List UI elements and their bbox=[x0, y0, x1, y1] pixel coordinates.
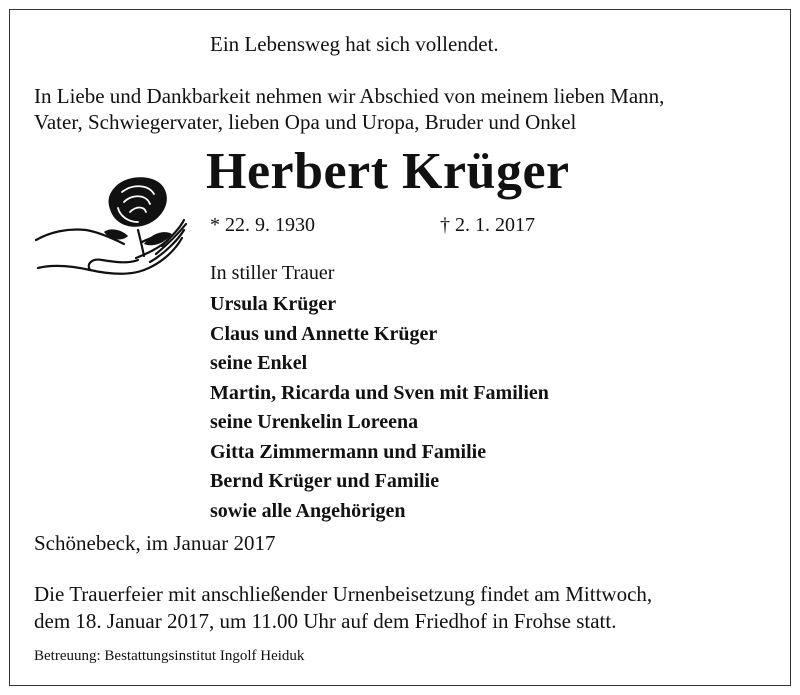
mourner-item: seine Urenkelin Loreena bbox=[210, 411, 419, 433]
place-and-date: Schönebeck, im Januar 2017 bbox=[34, 531, 276, 555]
mourner-item: seine Enkel bbox=[210, 352, 308, 374]
ceremony-line-1: Die Trauerfeier mit anschließender Urnenbeisetzung findet am Mittwoch, bbox=[34, 582, 653, 606]
birth-date: * 22. 9. 1930 bbox=[210, 214, 315, 236]
mourner-item: Claus und Annette Krüger bbox=[210, 322, 438, 345]
ceremony-line-2: dem 18. Januar 2017, um 11.00 Uhr auf dem Friedhof in Frohse statt. bbox=[34, 609, 617, 633]
death-date: † 2. 1. 2017 bbox=[440, 214, 535, 236]
mourner-item: Bernd Krüger und Familie bbox=[210, 470, 440, 492]
farewell-line-1: In Liebe und Dankbarkeit nehmen wir Abschied von meinem lieben Mann, bbox=[34, 84, 665, 108]
mourner-item: sowie alle Angehörigen bbox=[210, 499, 406, 522]
mourners-list bbox=[210, 290, 549, 526]
mourning-label: In stiller Trauer bbox=[210, 262, 335, 284]
intro-line: Ein Lebensweg hat sich vollendet. bbox=[210, 32, 499, 56]
mourner-item: Gitta Zimmermann und Familie bbox=[210, 440, 487, 463]
funeral-home-credit: Betreuung: Bestattungsinstitut Ingolf Heiduk bbox=[34, 648, 305, 664]
mourner-item: Martin, Ricarda und Sven mit Familien bbox=[210, 381, 549, 404]
farewell-line-2: Vater, Schwiegervater, lieben Opa und Uropa, Bruder und Onkel bbox=[34, 110, 577, 134]
deceased-name: Herbert Krüger bbox=[206, 143, 570, 200]
hands-holding-rose-icon bbox=[32, 172, 202, 290]
mourner-item: Ursula Krüger bbox=[210, 293, 337, 315]
